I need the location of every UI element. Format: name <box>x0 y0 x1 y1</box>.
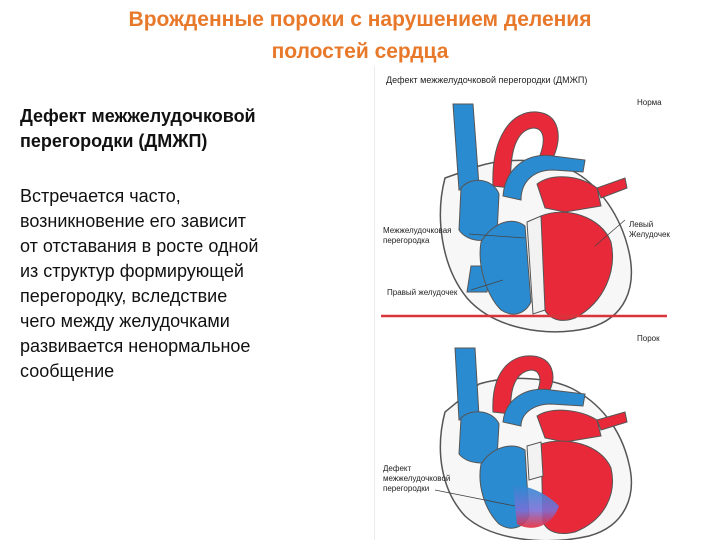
body-line: чего между желудочками <box>20 311 230 331</box>
label-defect-line-1: Дефект <box>383 464 412 473</box>
label-left-ventricle-line-2: Желудочек <box>629 230 670 239</box>
body-line: Встречается часто, <box>20 186 181 206</box>
slide-title <box>0 4 720 68</box>
body-paragraph <box>20 184 350 384</box>
heart-diagram-figure <box>374 66 675 540</box>
body-line: возникновение его зависит <box>20 211 246 231</box>
heart-diagram-svg <box>375 66 675 540</box>
label-right-ventricle: Правый желудочек <box>387 288 458 297</box>
text-block <box>20 104 350 384</box>
pulmonary-vein <box>597 178 627 198</box>
vena-cava-superior <box>455 348 479 420</box>
heart-defect <box>440 348 631 540</box>
body-line: от отставания в росте одной <box>20 236 259 256</box>
label-normal: Норма <box>637 98 662 107</box>
figure-caption: Дефект межжелудочковой перегородки (ДМЖП) <box>386 75 588 85</box>
body-line: развивается ненормальное <box>20 336 251 356</box>
body-line: сообщение <box>20 361 115 381</box>
slide-title-line-2: полостей сердца <box>271 40 449 63</box>
label-defect-line-2: межжелудочковой <box>383 474 451 483</box>
label-left-ventricle-line-1: Левый <box>629 220 654 229</box>
label-defect-panel: Порок <box>637 334 660 343</box>
subheading-line-1: Дефект межжелудочковой <box>20 106 256 126</box>
subheading <box>20 104 350 154</box>
subheading-line-2: перегородки (ДМЖП) <box>20 131 208 151</box>
ventricular-septum <box>527 442 543 480</box>
label-septum-line-1: Межжелудочковая <box>383 226 452 235</box>
left-atrium <box>537 177 601 212</box>
label-defect-line-3: перегородки <box>383 484 430 493</box>
slide-title-line-1: Врожденные пороки с нарушением деления <box>128 8 592 31</box>
heart-normal <box>440 104 631 332</box>
label-septum-line-2: перегородка <box>383 236 430 245</box>
body-line: из структур формирующей <box>20 261 244 281</box>
body-line: перегородку, вследствие <box>20 286 228 306</box>
